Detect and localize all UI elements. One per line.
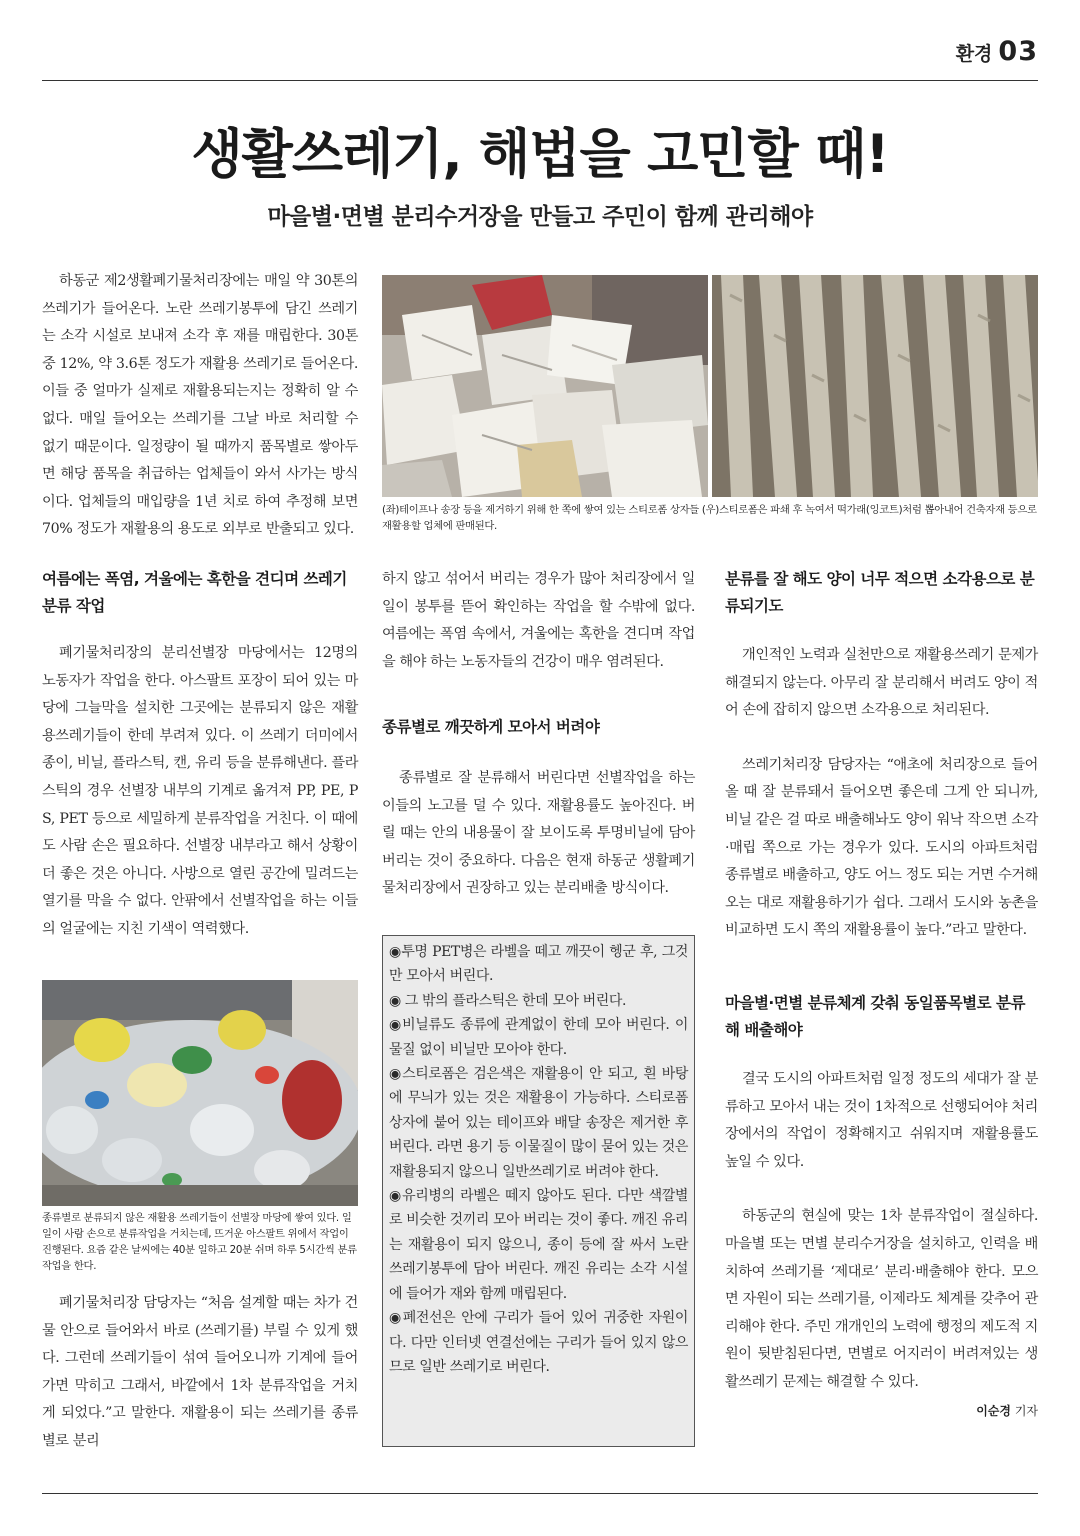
section-name: 환경 [955,43,993,65]
guide-item: ◉폐전선은 안에 구리가 들어 있어 귀중한 자원이다. 다만 인터넷 연결선에는 구리가 들어 있지 않으므로 일반 쓰레기로 버린다. [389,1310,688,1375]
bullet-icon: ◉ [389,1310,403,1327]
section4-paragraph: 결국 도시의 아파트처럼 일정 정도의 세대가 잘 분류하고 모아서 내는 것이 1차적으로 선행되어야 처리장에서의 작업이 정확해지고 쉬워지며 재활용률도 높일 수 있다. [725,1071,1038,1170]
section4-body [725,1066,1038,1397]
top-rule [42,80,1038,81]
guide-item: ◉스티로폼은 검은색은 재활용이 안 되고, 흰 바탕에 무늬가 있는 것은 재활용이 가능하다. 스티로폼 상자에 붙어 있는 테이프와 배달 송장은 제거한 후 버린다. 라면 용기 등 이물질이 많이 묻어 있는 것은 재활용되지 않으니 일반쓰레기로 버려야 한다. [389,1066,688,1180]
bullet-icon: ◉ [389,992,401,1009]
photo-left-caption: 종류별로 분류되지 않은 재활용 쓰레기들이 선별장 마당에 쌓여 있다. 일일이 사람 손으로 분류작업을 거치는데, 뜨거운 아스팔트 위에서 작업이 진행된다. 요즘 같은 날씨에는 40분 일하고 20분 쉬며 하루 5시간씩 분류작업을 한다. [42,1212,357,1272]
col1-tail-paragraph: 폐기물처리장 담당자는 “처음 설계할 때는 차가 건물 안으로 들어와서 바로 (쓰레기를) 부릴 수 있게 했다. 그런데 쓰레기들이 섞여 들어오니까 기계에 들어가면 막히고 그래서, 바깥에서 1차 분류작업을 거치게 되었다.”고 말한다. 재활용이 되는 쓰레기를 종류별로 분리 [42,1295,358,1449]
col2-continued-paragraph: 하지 않고 섞어서 버리는 경우가 많아 처리장에서 일일이 봉투를 뜯어 확인하는 작업을 할 수밖에 없다. 여름에는 폭염 속에서, 겨울에는 혹한을 견디며 작업을 해야 하는 노동자들의 건강이 매우 염려된다. [382,571,695,670]
bullet-icon: ◉ [389,1066,403,1083]
photo-top-caption: (좌)테이프나 송장 등을 제거하기 위해 한 쪽에 쌓여 있는 스티로폼 상자들 (우)스티로폼은 파쇄 후 녹여서 떡가래(잉코트)처럼 뽑아내어 건축자재 등으로 재활용할 업체에 판매된다. [382,504,1037,532]
bullet-icon: ◉ [389,1017,403,1034]
section4-heading: 마을별·면별 분류체계 갖춰 동일품목별로 분류해 배출해야 [725,994,1025,1039]
guide-item: ◉비닐류도 종류에 관계없이 한데 모아 버린다. 이물질 없이 비닐만 모아야 한다. [389,1017,688,1058]
section3-paragraph: 쓰레기처리장 담당자는 “애초에 처리장으로 들어올 때 잘 분류돼서 들어오면 좋은데 그게 안 되니까, 비닐 같은 걸 따로 배출해놔도 양이 워낙 작으면 소각·매립 쪽으로 가는 경우가 있다. 도시의 아파트처럼 종류별로 배출하고, 양도 어느 정도 되는 거면 수거해오는 대로 재활용하기가 쉽다. 그래서 도시와 농촌을 비교하면 도시 쪽의 재활용률이 높다.”라고 말한다. [725,756,1038,939]
section2-body [382,765,695,903]
col2-continued-body [382,566,695,676]
disposal-guide-list [389,940,688,1379]
byline [976,1402,1038,1419]
col1-tail-body [42,1290,358,1456]
section3-body [725,642,1038,945]
bottom-rule [42,1493,1038,1494]
bullet-icon: ◉ [389,1188,403,1205]
reporter-name: 이순경 [976,1404,1011,1418]
photo-styrofoam-ingots [712,275,1038,497]
section1-heading: 여름에는 폭염, 겨울에는 혹한을 견디며 쓰레기 분류 작업 [42,570,347,615]
section1-body [42,640,358,944]
headline: 생활쓰레기, 해법을 고민할 때! [191,124,889,185]
guide-item: ◉유리병의 라벨은 떼지 않아도 된다. 다만 색깔별로 비슷한 것끼리 모아 버리는 것이 좋다. 깨진 유리는 재활용이 되지 않으니, 종이 등에 잘 싸서 노란 쓰레기봉투에 담아 버린다. 깨진 유리는 소각 시설에 들어가 재와 함께 매립된다. [389,1188,688,1302]
guide-item: ◉투명 PET병은 라벨을 떼고 깨끗이 헹군 후, 그것만 모아서 버린다. [389,944,688,985]
intro-paragraph [42,268,358,544]
section4-paragraph: 하동군의 현실에 맞는 1차 분류작업이 절실하다. 마을별 또는 면별 분리수거장을 설치하고, 인력을 배치하여 쓰레기를 ‘제대로’ 분리·배출해야 한다. 모으면 자원이 되는 쓰레기를, 이제라도 체계를 갖추어 관리해야 한다. 주민 개개인의 노력에 행정의 제도적 지원이 뒷받침된다면, 면별로 어지러이 버려져있는 생활쓰레기 문제는 해결할 수 있다. [725,1208,1038,1390]
page-number: 03 [998,36,1038,67]
disposal-guide-box [382,935,695,1447]
photo-unsorted-recyclables [42,980,358,1206]
subheadline: 마을별·면별 분리수거장을 만들고 주민이 함께 관리해야 [267,204,813,230]
intro-text: 하동군 제2생활폐기물처리장에는 매일 약 30톤의 쓰레기가 들어온다. 노란 쓰레기봉투에 담긴 쓰레기는 소각 시설로 보내져 소각 후 재를 매립한다. 30톤 중 12%, 약 3.6톤 정도가 재활용 쓰레기로 들어온다. 이들 중 얼마가 실제로 재활용되는지는 정확히 알 수 없다. 매일 들어오는 쓰레기를 그날 바로 처리할 수 없기 때문이다. 일정량이 될 때까지 품목별로 쌓아두면 해당 품목을 취급하는 업체들이 와서 사가는 방식이다. 업체들의 매입량을 1년 치로 하여 추정해 보면 70% 정도가 재활용의 용도로 외부로 반출되고 있다. [42,273,358,538]
bullet-icon: ◉ [389,944,402,960]
section1-paragraph: 폐기물처리장의 분리선별장 마당에서는 12명의 노동자가 작업을 한다. 아스팔트 포장이 되어 있는 마당에 그늘막을 설치한 그곳에는 분류되지 않은 재활용쓰레기들이 한데 부려져 있다. 이 쓰레기 더미에서 종이, 비닐, 플라스틱, 캔, 유리 등을 분류해낸다. 플라스틱의 경우 선별장 내부의 기계로 옮겨져 PP, PE, PS, PET 등으로 세밀하게 분류작업을 거친다. 이 때에도 사람 손은 필요하다. 선별장 내부라고 해서 상황이 더 좋은 것은 아니다. 사방으로 열린 공간에 밀려드는 열기를 막을 수 없다. 안팎에서 선별작업을 하는 이들의 얼굴에는 지친 기색이 역력했다. [42,645,358,937]
section3-heading: 분류를 잘 해도 양이 너무 적으면 소각용으로 분류되기도 [725,570,1035,615]
section3-paragraph: 개인적인 노력과 실천만으로 재활용쓰레기 문제가 해결되지 않는다. 아무리 잘 분리해서 버려도 양이 적어 손에 잡히지 않으면 소각용으로 처리된다. [725,647,1038,719]
section-tag [956,36,1038,67]
section2-heading: 종류별로 깨끗하게 모아서 버려야 [382,718,600,736]
guide-item: ◉ 그 밖의 플라스틱은 한데 모아 버린다. [389,992,627,1009]
reporter-role: 기자 [1014,1404,1038,1418]
section2-paragraph: 종류별로 잘 분류해서 버린다면 선별작업을 하는 이들의 노고를 덜 수 있다. 재활용률도 높아진다. 버릴 때는 안의 내용물이 잘 보이도록 투명비닐에 담아 버리는 것이 중요하다. 다음은 현재 하동군 생활폐기물처리장에서 권장하고 있는 분리배출 방식이다. [382,770,695,897]
photo-styrofoam-boxes [382,275,708,497]
